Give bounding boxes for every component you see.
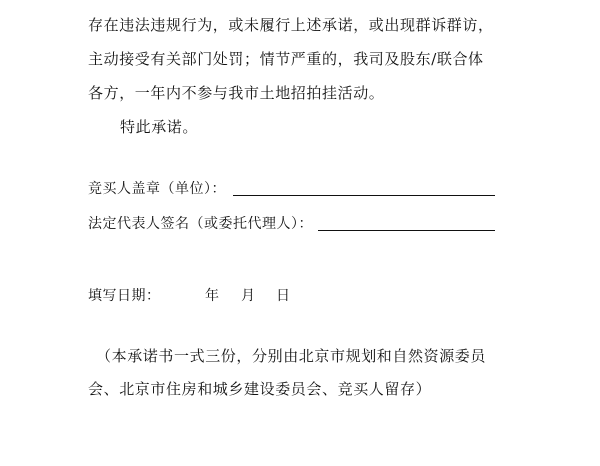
footnote-line-1: （本承诺书一式三份，分别由北京市规划和自然资源委员 (96, 347, 487, 365)
body-line-2: 主动接受有关部门处罚；情节严重的，我司及股东/联合体 (88, 50, 484, 68)
footnote-line-2: 会、北京市住房和城乡建设委员会、竞买人留存） (88, 380, 432, 398)
date-label: 填写日期： (88, 288, 161, 304)
bidder-seal-signature-line[interactable] (233, 195, 495, 196)
closing-text: 特此承诺。 (120, 118, 199, 136)
date-day: 日 (276, 288, 290, 304)
date-month: 月 (241, 288, 255, 304)
legal-rep-signature-line[interactable] (318, 230, 495, 231)
body-line-3: 各方，一年内不参与我市土地招拍挂活动。 (88, 84, 385, 102)
body-line-1: 存在违法违规行为，或未履行上述承诺，或出现群诉群访， (88, 16, 494, 34)
legal-rep-label: 法定代表人签名（或委托代理人）： (88, 216, 313, 232)
bidder-seal-label: 竞买人盖章（单位）： (88, 181, 226, 197)
date-year: 年 (205, 288, 219, 304)
